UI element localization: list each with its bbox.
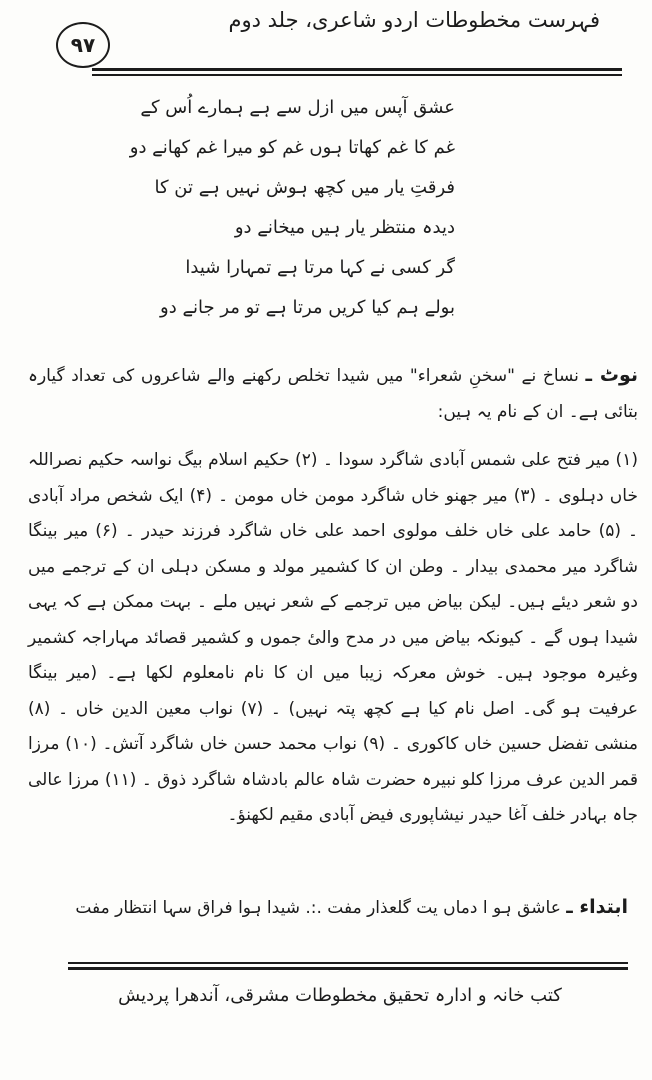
poem-line: گر کسی نے کہا مرتا ہے تمہارا شیدا	[185, 257, 455, 278]
footer-rule-thick	[68, 967, 628, 970]
poem-line: عشق آپس میں ازل سے ہے ہمارے اُس کے	[140, 97, 455, 118]
opening-line	[28, 896, 628, 918]
poets-list-paragraph: (۱) میر فتح علی شمس آبادی شاگرد سودا ۔ (۲) حکیم اسلام بیگ نواسہ حکیم نصراللہ خاں دہلوی ۔ (۳) میر جھنو خاں شاگرد مومن خاں مومن ۔ (۴) ایک شخص مراد آبادی ۔ (۵) حامد علی خاں خلف مولوی احمد علی خاں شاگرد فرزند حیدر ۔ (۶) میر بینگا شاگرد میر محمدی بیدار ۔ وطن ان کا کشمیر مولد و مسکن دہلی ان کے ترجمے میں دو شعر دیئے ہیں۔ لیکن بیاض میں ترجمے کے شعر نہیں ملے ۔ بہت ممکن ہے کہ یہی شیدا ہوں گے ۔ کیونکہ بیاض میں در مدح والیٔ جموں و کشمیر قصائد مہاراجہ کشمیر وغیرہ موجود ہیں۔ خوش معرکہ زیبا میں ان کا نام نامعلوم لکھا ہے۔ (میر بینگا عرفیت ہو گی۔ اصل نام کیا ہے کچھ پتہ نہیں) ۔ (۷) نواب معین الدین خاں ۔ (۸) منشی تفضل حسین خاں کاکوری ۔ (۹) نواب محمد حسن خاں شاگرد آتش۔ (۱۰) مرزا قمر الدین عرف مرزا کلو نبیرہ حضرت شاہ عالم بادشاہ شاگرد ذوق ۔ (۱۱) مرزا عالی جاہ بہادر خلف آغا حیدر نیشاپوری فیض آبادی مقیم لکھنؤ۔	[27, 450, 638, 825]
opening-verse: عاشق ہو ا دماں یت گلعذار مفت .:. شیدا ہوا فراق سہا انتظار مفت	[75, 898, 561, 918]
header-rule-thin	[92, 74, 622, 76]
opening-label: ابتداء ـ	[566, 896, 628, 918]
page-number: ۹۷	[56, 22, 110, 68]
note-label: نوٹ ـ	[585, 364, 639, 386]
poem-line: غم کا غم کھاتا ہوں غم کو میرا غم کھانے دو	[129, 137, 455, 158]
header-rule-thick	[92, 68, 622, 71]
publisher-footer: کتب خانہ و ادارہ تحقیق مخطوطات مشرقی، آندھرا پردیش	[118, 985, 562, 1006]
poem-line: دیدہ منتظر یار ہیں میخانے دو	[234, 217, 455, 238]
footer-rule-thin	[68, 962, 628, 964]
poem-line: فرقتِ یار میں کچھ ہوش نہیں ہے تن کا	[154, 177, 455, 198]
note-text: نساخ نے "سخنِ شعراء" میں شیدا تخلص رکھنے والے شاعروں کی تعداد گیارہ بتائی ہے۔ ان کے نام یہ ہیں:	[28, 366, 638, 422]
catalog-title: فہرست مخطوطات اردو شاعری، جلد دوم	[228, 8, 600, 32]
poem-block	[129, 88, 455, 328]
note-paragraph	[28, 358, 638, 430]
poem-line: بولے ہم کیا کریں مرتا ہے تو مر جانے دو	[160, 297, 455, 318]
